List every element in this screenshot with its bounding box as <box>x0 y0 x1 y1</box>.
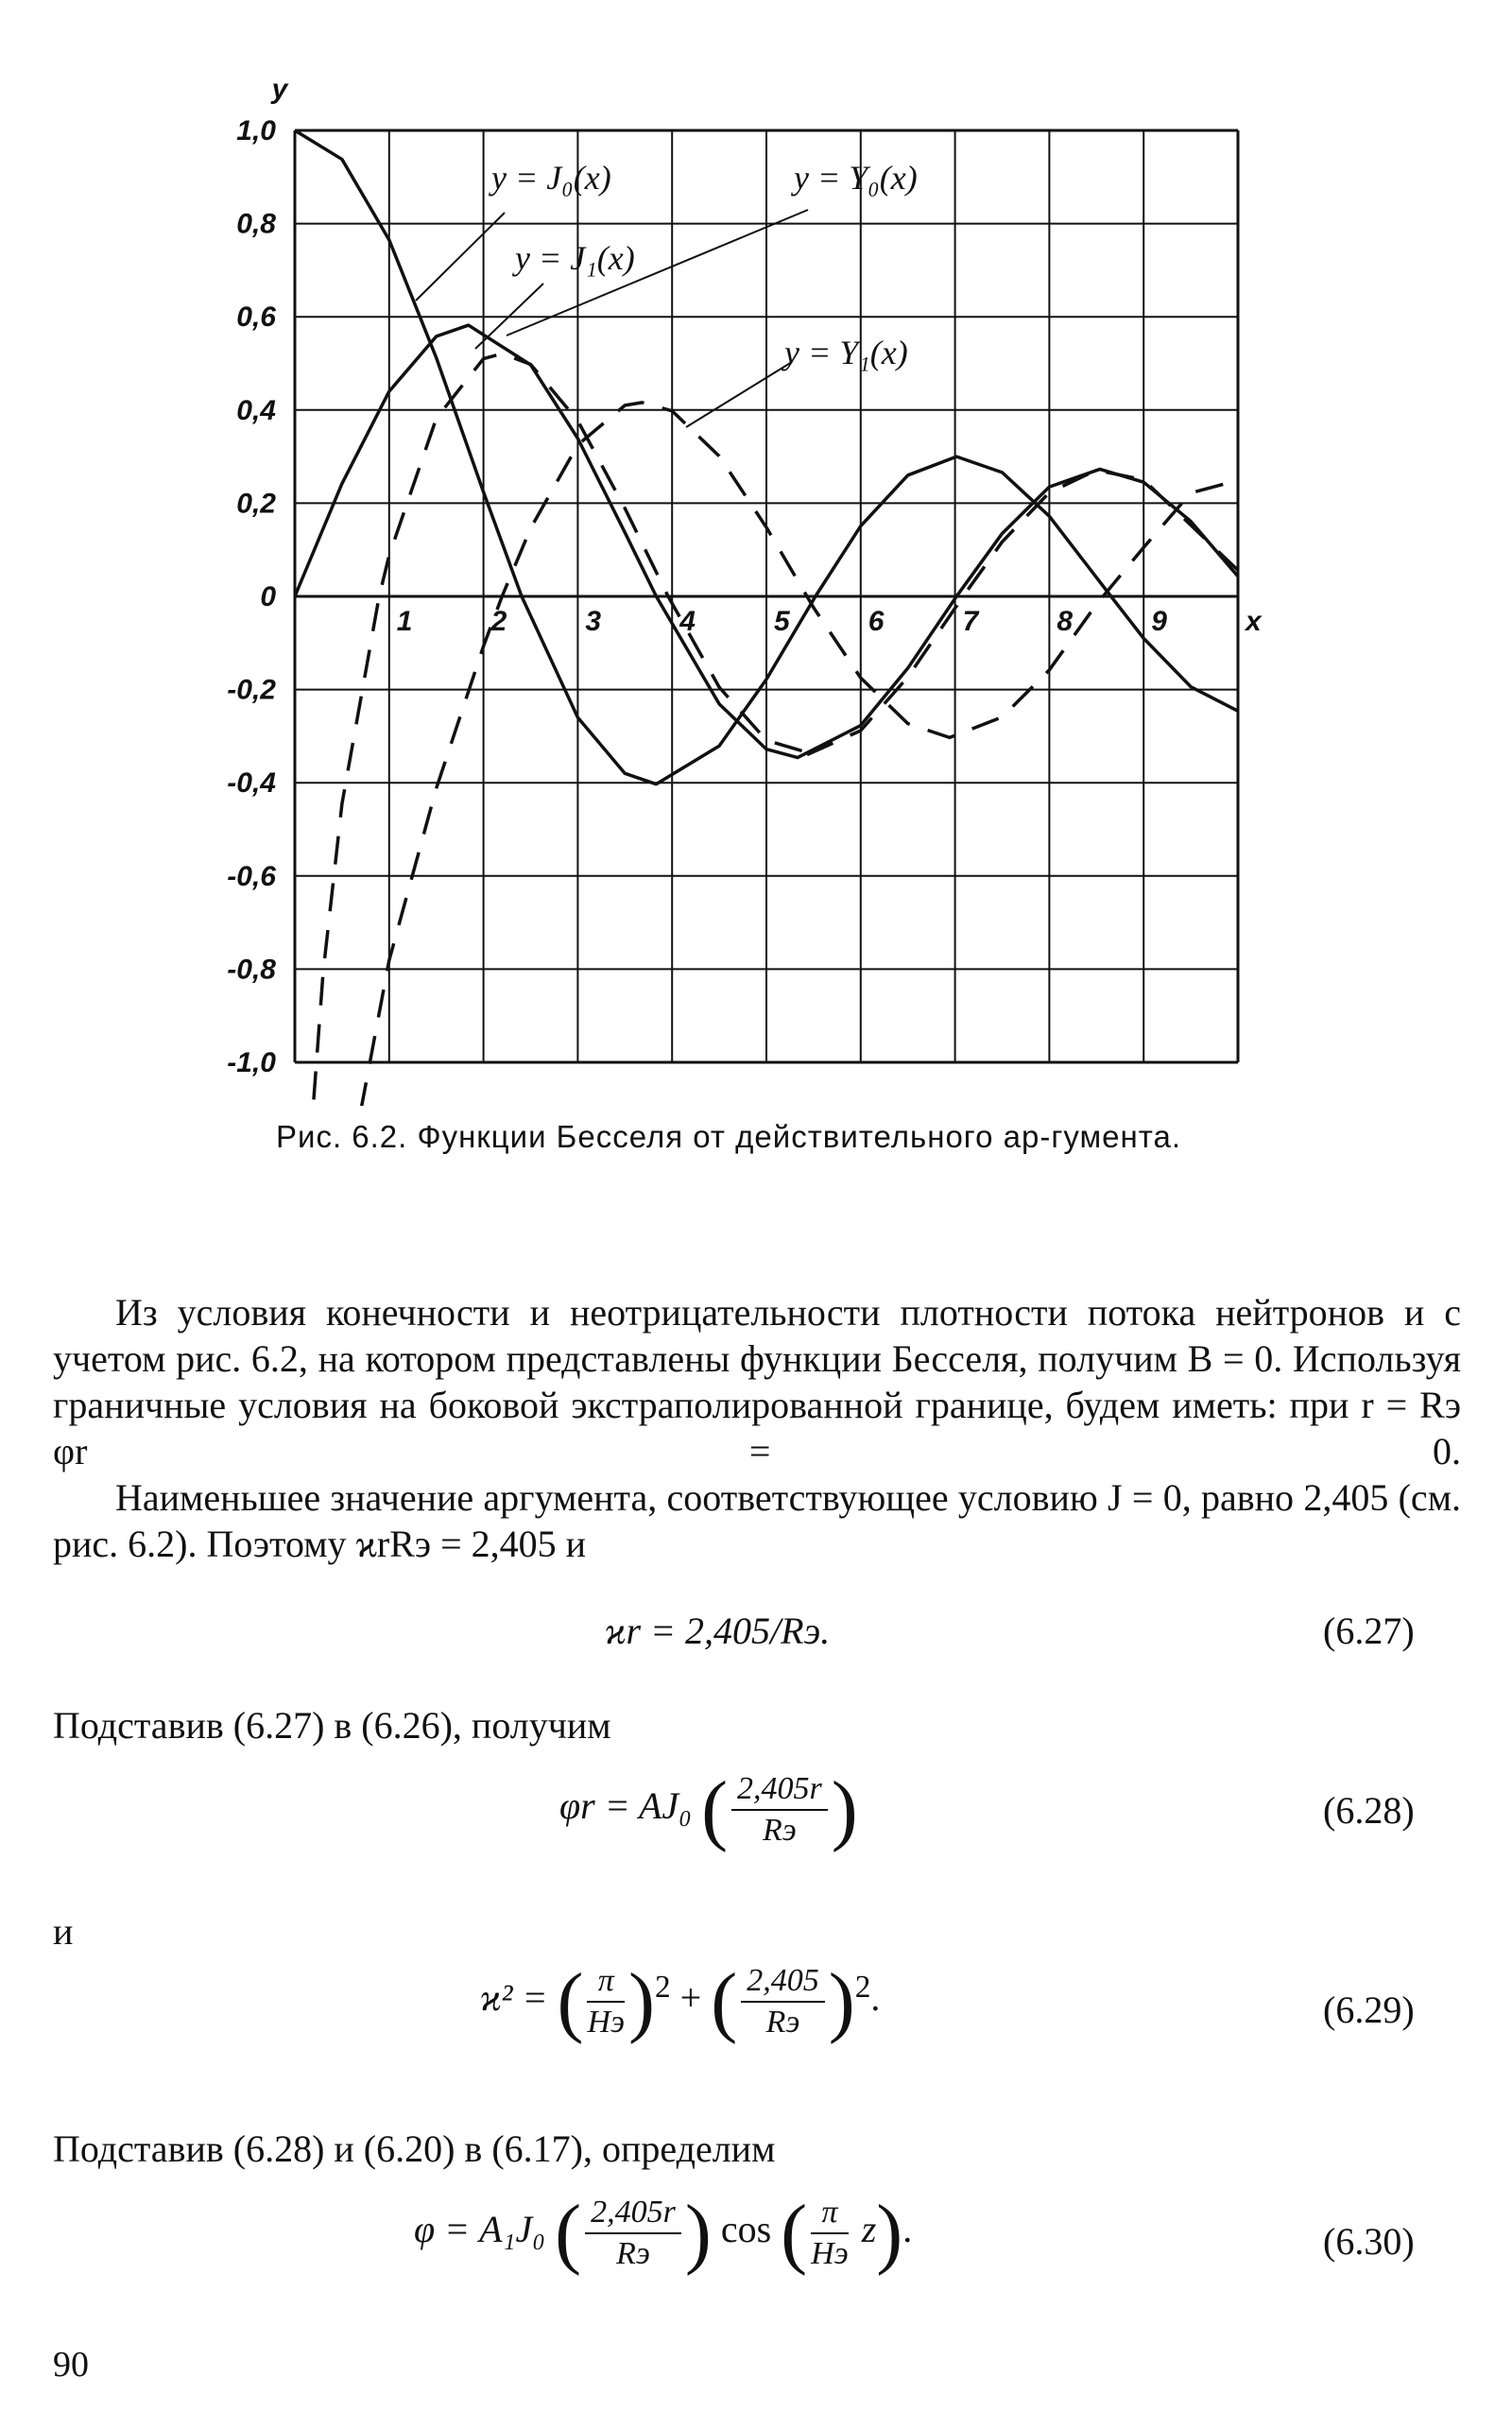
x-tick-label: x <box>1246 606 1262 637</box>
paren-close: ) <box>628 1957 655 2045</box>
figure-caption: Рис. 6.2. Функции Бесселя от действительного ар-гумента. <box>276 1119 1182 1154</box>
eq629-plus: + <box>679 1976 702 2020</box>
label-y0: y = Y₀(x) <box>794 159 918 197</box>
eq630-lhs: φ = A₁J₀ <box>414 2208 546 2251</box>
eq630-fraction-2 <box>811 2193 849 2274</box>
eq630-num2: π <box>811 2193 849 2234</box>
eq627-formula: ϰr = 2,405/Rэ. <box>605 1610 831 1652</box>
eq628-lhs: φr = AJ₀ <box>559 1784 693 1828</box>
eq630-z: z <box>861 2208 877 2251</box>
paren-open: ( <box>781 2189 808 2277</box>
x-tick-label: 7 <box>962 606 979 637</box>
equation-6-27 <box>605 1609 830 1653</box>
y-tick-label: 1,0 <box>236 115 276 146</box>
label-j1: y = J₁(x) <box>515 239 635 277</box>
x-tick-label: 3 <box>585 606 602 637</box>
x-tick-label: 9 <box>1151 606 1167 637</box>
eq628-fraction <box>731 1769 828 1851</box>
y-tick-label: 0,4 <box>236 394 276 426</box>
y-tick-label: 0,6 <box>236 301 276 334</box>
equation-6-30: φ = A₁J₀ ( $\frac{2,405r}{Rэ}$ ) cos ( $\frac{\pi}{Hэ}$ z). <box>414 2189 913 2277</box>
y-tick-label: 0,8 <box>236 208 276 240</box>
eq628-num: 2,405r <box>731 1769 828 1811</box>
paren-open: ( <box>701 1765 729 1853</box>
eq629-fraction-1 <box>587 1961 625 2042</box>
series-y-y1-x- <box>361 403 1238 1106</box>
text-and: и <box>53 1910 74 1953</box>
paren-open: ( <box>711 1957 738 2045</box>
x-tick-label: 8 <box>1057 606 1074 637</box>
eq629-fraction-2 <box>741 1961 825 2042</box>
x-tick-label: 1 <box>396 606 413 637</box>
bessel-chart <box>0 0 1512 1106</box>
eq630-number: (6.30) <box>1323 2220 1415 2263</box>
paragraph-2-text: Наименьшее значение аргумента, соответствующее условию J = 0, равно 2,405 (см. рис. 6.2). Поэтому ϰrRэ = 2,405 и <box>53 1476 1461 1565</box>
x-tick-label: 4 <box>679 606 696 637</box>
equation-6-28 <box>559 1765 858 1853</box>
label-y1: y = Y₁(x) <box>784 334 908 371</box>
eq629-den2: Rэ <box>765 2005 800 2040</box>
series-y-y0-x- <box>314 353 1238 1099</box>
eq629-num1: π <box>587 1961 625 2003</box>
paren-open: ( <box>557 1957 584 2045</box>
text-substitute-1: Подставив (6.27) в (6.26), получим <box>53 1704 611 1747</box>
y-tick-label: 0 <box>260 581 276 612</box>
eq629-den1: Hэ <box>587 2005 625 2040</box>
paren-close: ) <box>876 2189 903 2277</box>
paren-close: ) <box>828 1957 855 2045</box>
paren-open: ( <box>555 2189 582 2277</box>
y-tick-label: -1,0 <box>227 1047 276 1078</box>
eq629-lhs: ϰ² = <box>480 1976 548 2020</box>
y-tick-label: 0,2 <box>236 488 276 520</box>
y-tick-label: -0,4 <box>227 767 276 800</box>
paren-close: ) <box>684 2189 712 2277</box>
eq629-number: (6.29) <box>1323 1989 1415 2031</box>
y-tick-label: -0,2 <box>227 674 276 706</box>
x-tick-label: 6 <box>868 606 885 637</box>
eq630-den2: Hэ <box>811 2236 849 2271</box>
eq629-num2: 2,405 <box>741 1961 825 2003</box>
eq630-den1: Rэ <box>616 2236 650 2271</box>
paragraph-1-text: Из условия конечности и неотрицательности плотности потока нейтронов и с учетом рис. 6.2, на котором представлены функции Бесселя, получим B = 0. Используя граничные условия на боковой экстраполированной границе, будем иметь: при r = Rэ φr = 0. <box>53 1291 1461 1472</box>
x-tick-label: 2 <box>490 606 507 637</box>
paragraph-2 <box>53 1474 1461 1567</box>
chart-grid <box>295 130 1238 1062</box>
eq628-number: (6.28) <box>1323 1789 1415 1832</box>
paragraph-1 <box>53 1289 1461 1474</box>
label-j0: y = J₀(x) <box>491 159 611 197</box>
paren-close: ) <box>831 1765 858 1853</box>
y-axis-label: y <box>271 74 288 105</box>
y-tick-label: -0,6 <box>227 860 276 892</box>
page-number: 90 <box>53 2345 89 2385</box>
eq630-num1: 2,405r <box>585 2193 681 2234</box>
equation-6-29: ϰ² = ( $\frac{\pi}{Hэ}$ )$^2$ + ( $\frac{2,405}{Rэ}$ )$^2$. <box>480 1957 881 2045</box>
eq630-fraction-1 <box>585 2193 681 2274</box>
y-tick-label: -0,8 <box>227 954 276 986</box>
x-tick-label: 5 <box>774 606 790 637</box>
eq630-cos: cos <box>720 2208 772 2251</box>
eq628-den: Rэ <box>763 1813 797 1848</box>
eq627-number: (6.27) <box>1323 1610 1415 1652</box>
text-substitute-2: Подставив (6.28) и (6.20) в (6.17), определим <box>53 2127 776 2170</box>
